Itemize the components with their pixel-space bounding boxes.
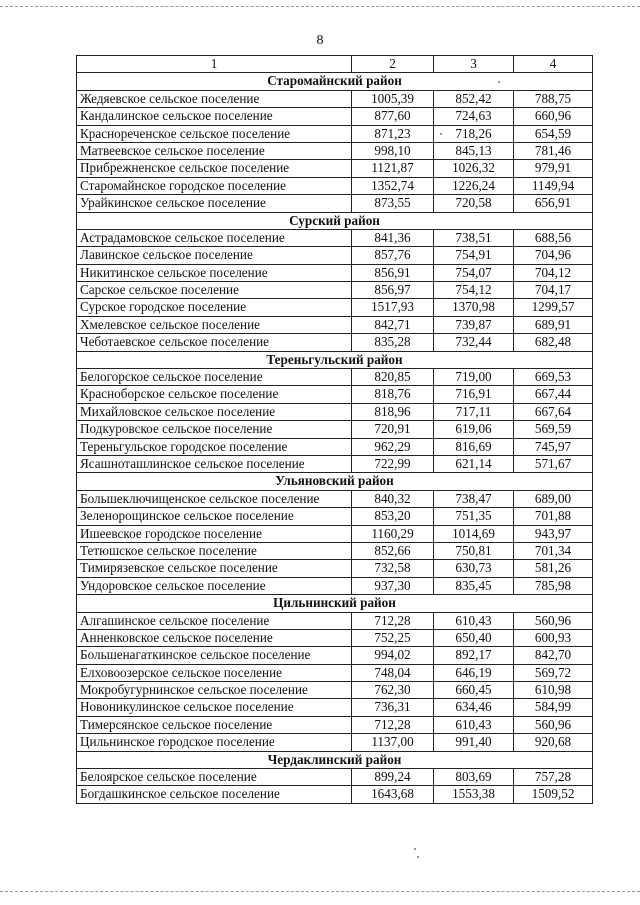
district-name: Цильнинский район [77,595,593,612]
value-col-2: 840,32 [352,490,434,507]
value-col-4: 688,56 [514,229,593,246]
table-row [77,786,593,803]
tariff-table [76,55,593,804]
value-col-4: 689,91 [514,316,593,333]
column-header-1: 1 [77,56,352,73]
value-col-3: 852,42 [434,90,514,107]
settlement-name: Ундоровское сельское поселение [77,577,352,594]
settlement-name: Цильнинское городское поселение [77,734,352,751]
value-col-2: 818,76 [352,386,434,403]
table-row [77,125,593,142]
settlement-name: Кандалинское сельское поселение [77,108,352,125]
value-col-2: 1137,00 [352,734,434,751]
settlement-name: Старомайнское городское поселение [77,177,352,194]
settlement-name: Тетюшское сельское поселение [77,542,352,559]
value-col-4: 704,12 [514,264,593,281]
value-col-3: 803,69 [434,769,514,786]
value-col-2: 899,24 [352,769,434,786]
value-col-3: 732,44 [434,334,514,351]
table-body [77,56,593,804]
value-col-4: 757,28 [514,769,593,786]
value-col-3: 892,17 [434,647,514,664]
value-col-3: 754,91 [434,247,514,264]
value-col-2: 962,29 [352,438,434,455]
column-header-4: 4 [514,56,593,73]
table-row [77,455,593,472]
value-col-3: 738,47 [434,490,514,507]
value-col-2: 937,30 [352,577,434,594]
settlement-name: Прибрежненское сельское поселение [77,160,352,177]
table-row [77,734,593,751]
value-col-4: 560,96 [514,612,593,629]
settlement-name: Белогорское сельское поселение [77,369,352,386]
value-col-3: 816,69 [434,438,514,455]
district-name: Тереньгульский район [77,351,593,368]
settlement-name: Тимирязевское сельское поселение [77,560,352,577]
table-row [77,316,593,333]
value-col-4: 682,48 [514,334,593,351]
value-col-2: 732,58 [352,560,434,577]
value-col-2: 1517,93 [352,299,434,316]
settlement-name: Большенагаткинское сельское поселение [77,647,352,664]
table-row [77,629,593,646]
table-row [77,229,593,246]
value-col-3: 991,40 [434,734,514,751]
table-row [77,716,593,733]
table-row [77,612,593,629]
value-col-4: 1299,57 [514,299,593,316]
settlement-name: Ишеевское городское поселение [77,525,352,542]
value-col-3: 610,43 [434,612,514,629]
table-row [77,682,593,699]
value-col-3: 1014,69 [434,525,514,542]
value-col-3: 621,14 [434,455,514,472]
table-row [77,195,593,212]
value-col-4: 654,59 [514,125,593,142]
value-col-3: 1026,32 [434,160,514,177]
value-col-4: 788,75 [514,90,593,107]
value-col-4: 979,91 [514,160,593,177]
settlement-name: Новоникулинское сельское поселение [77,699,352,716]
table-row [77,108,593,125]
settlement-name: Подкуровское сельское поселение [77,421,352,438]
column-header-3: 3 [434,56,514,73]
scan-speck [417,856,419,858]
value-col-2: 1121,87 [352,160,434,177]
value-col-4: 581,26 [514,560,593,577]
value-col-3: 1553,38 [434,786,514,803]
district-header-row [77,73,593,90]
value-col-4: 569,59 [514,421,593,438]
district-name: Старомайнский район [77,73,593,90]
table-row [77,699,593,716]
scan-edge-bottom [0,891,640,892]
value-col-3: 720,58 [434,195,514,212]
value-col-4: 560,96 [514,716,593,733]
table-row [77,577,593,594]
value-col-4: 745,97 [514,438,593,455]
value-col-2: 994,02 [352,647,434,664]
settlement-name: Тереньгульское городское поселение [77,438,352,455]
table-row [77,508,593,525]
value-col-3: 738,51 [434,229,514,246]
value-col-2: 853,20 [352,508,434,525]
settlement-name: Тимерсянское сельское поселение [77,716,352,733]
value-col-4: 842,70 [514,647,593,664]
value-col-4: 701,88 [514,508,593,525]
settlement-name: Мокробугурнинское сельское поселение [77,682,352,699]
settlement-name: Краснореченское сельское поселение [77,125,352,142]
value-col-4: 660,96 [514,108,593,125]
value-col-3: 739,87 [434,316,514,333]
settlement-name: Сарское сельское поселение [77,282,352,299]
scan-speck [498,81,500,83]
district-header-row [77,595,593,612]
value-col-4: 1509,52 [514,786,593,803]
scan-speck [414,848,416,850]
value-col-3: 754,12 [434,282,514,299]
settlement-name: Алгашинское сельское поселение [77,612,352,629]
value-col-3: 751,35 [434,508,514,525]
value-col-4: 584,99 [514,699,593,716]
header-row [77,56,593,73]
value-col-4: 785,98 [514,577,593,594]
settlement-name: Белоярское сельское поселение [77,769,352,786]
value-col-4: 667,64 [514,403,593,420]
table-row [77,769,593,786]
value-col-3: 610,43 [434,716,514,733]
table-row [77,282,593,299]
value-col-3: 716,91 [434,386,514,403]
value-col-2: 1005,39 [352,90,434,107]
value-col-2: 856,91 [352,264,434,281]
value-col-2: 818,96 [352,403,434,420]
value-col-2: 1352,74 [352,177,434,194]
settlement-name: Красноборское сельское поселение [77,386,352,403]
value-col-4: 943,97 [514,525,593,542]
value-col-3: 660,45 [434,682,514,699]
table-row [77,560,593,577]
settlement-name: Жедяевское сельское поселение [77,90,352,107]
settlement-name: Астрадамовское сельское поселение [77,229,352,246]
table-row [77,647,593,664]
settlement-name: Хмелевское сельское поселение [77,316,352,333]
column-header-2: 2 [352,56,434,73]
settlement-name: Урайкинское сельское поселение [77,195,352,212]
value-col-2: 762,30 [352,682,434,699]
settlement-name: Лавинское сельское поселение [77,247,352,264]
value-col-2: 1160,29 [352,525,434,542]
settlement-name: Михайловское сельское поселение [77,403,352,420]
settlement-name: Зеленорощинское сельское поселение [77,508,352,525]
value-col-3: 845,13 [434,142,514,159]
value-col-4: 704,96 [514,247,593,264]
value-col-4: 667,44 [514,386,593,403]
value-col-2: 835,28 [352,334,434,351]
settlement-name: Никитинское сельское поселение [77,264,352,281]
table-row [77,525,593,542]
table-row [77,490,593,507]
value-col-3: 1226,24 [434,177,514,194]
settlement-name: Ясашноташлинское сельское поселение [77,455,352,472]
value-col-2: 712,28 [352,716,434,733]
value-col-4: 656,91 [514,195,593,212]
value-col-3: 634,46 [434,699,514,716]
settlement-name: Богдашкинское сельское поселение [77,786,352,803]
value-col-4: 610,98 [514,682,593,699]
value-col-3: 650,40 [434,629,514,646]
value-col-2: 877,60 [352,108,434,125]
value-col-2: 752,25 [352,629,434,646]
settlement-name: Чеботаевское сельское поселение [77,334,352,351]
table-row [77,542,593,559]
table-row [77,421,593,438]
value-col-2: 852,66 [352,542,434,559]
value-col-3: 646,19 [434,664,514,681]
value-col-3: 630,73 [434,560,514,577]
district-header-row [77,351,593,368]
value-col-3: 717,11 [434,403,514,420]
district-header-row [77,473,593,490]
table-row [77,142,593,159]
district-header-row [77,212,593,229]
value-col-3: 719,00 [434,369,514,386]
value-col-3: 724,63 [434,108,514,125]
value-col-4: 1149,94 [514,177,593,194]
settlement-name: Елховоозерское сельское поселение [77,664,352,681]
table-row [77,177,593,194]
district-name: Чердаклинский район [77,751,593,768]
table-row [77,299,593,316]
value-col-4: 781,46 [514,142,593,159]
table-row [77,247,593,264]
district-name: Ульяновский район [77,473,593,490]
settlement-name: Матвеевское сельское поселение [77,142,352,159]
value-col-3: 619,06 [434,421,514,438]
value-col-4: 701,34 [514,542,593,559]
table-row [77,403,593,420]
settlement-name: Анненковское сельское поселение [77,629,352,646]
table-row [77,160,593,177]
value-col-3: 1370,98 [434,299,514,316]
district-header-row [77,751,593,768]
value-col-2: 856,97 [352,282,434,299]
value-col-3: 718,26 [434,125,514,142]
value-col-2: 841,36 [352,229,434,246]
value-col-4: 704,17 [514,282,593,299]
settlement-name: Большеключищенское сельское поселение [77,490,352,507]
value-col-4: 920,68 [514,734,593,751]
value-col-3: 750,81 [434,542,514,559]
value-col-2: 873,55 [352,195,434,212]
table-row [77,438,593,455]
value-col-4: 569,72 [514,664,593,681]
value-col-2: 1643,68 [352,786,434,803]
scan-speck [440,133,442,135]
value-col-2: 748,04 [352,664,434,681]
value-col-2: 857,76 [352,247,434,264]
value-col-2: 871,23 [352,125,434,142]
district-name: Сурский район [77,212,593,229]
settlement-name: Сурское городское поселение [77,299,352,316]
table-row [77,264,593,281]
value-col-2: 820,85 [352,369,434,386]
value-col-4: 600,93 [514,629,593,646]
scan-edge-top [0,6,640,7]
value-col-4: 689,00 [514,490,593,507]
table-row [77,369,593,386]
value-col-2: 842,71 [352,316,434,333]
value-col-2: 736,31 [352,699,434,716]
value-col-2: 712,28 [352,612,434,629]
value-col-2: 722,99 [352,455,434,472]
table-row [77,664,593,681]
table-row [77,386,593,403]
table-row [77,90,593,107]
value-col-3: 835,45 [434,577,514,594]
value-col-3: 754,07 [434,264,514,281]
value-col-2: 720,91 [352,421,434,438]
value-col-4: 669,53 [514,369,593,386]
table-row [77,334,593,351]
value-col-2: 998,10 [352,142,434,159]
page-number: 8 [316,33,324,48]
value-col-4: 571,67 [514,455,593,472]
